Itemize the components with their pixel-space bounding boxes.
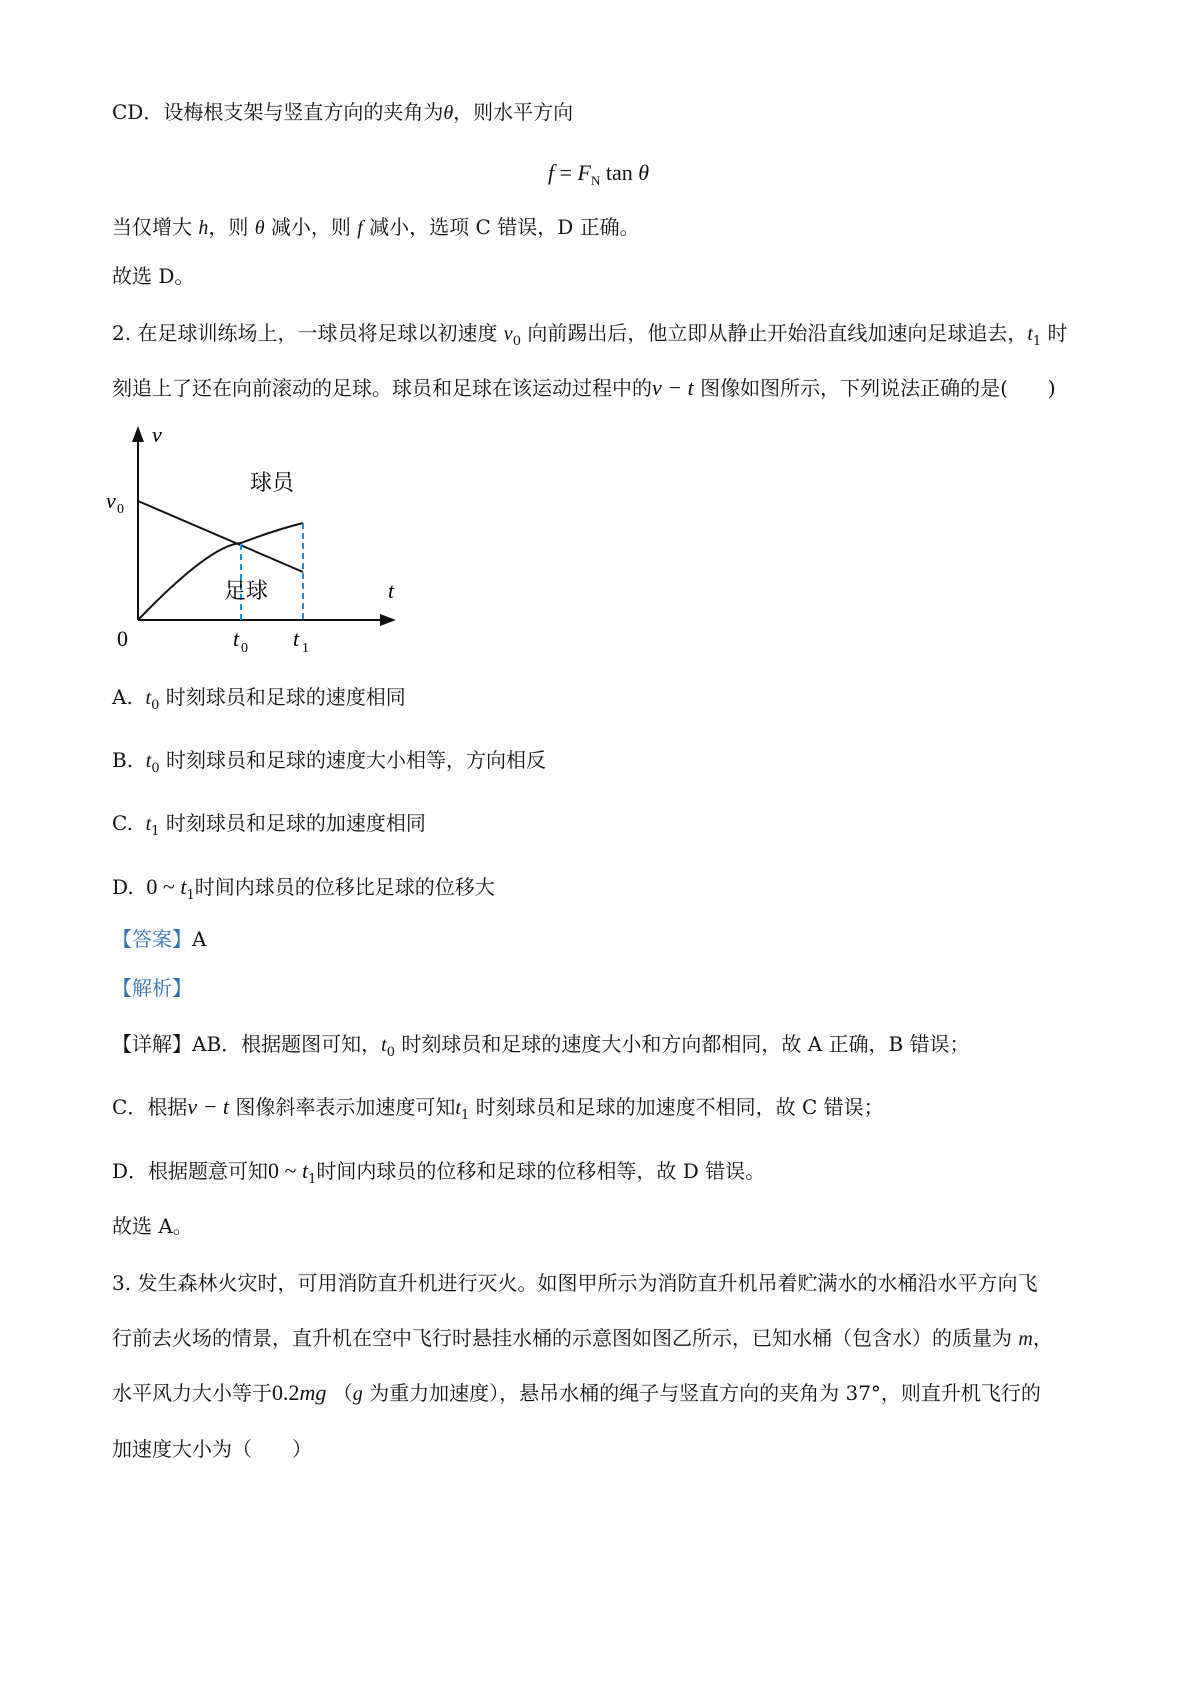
theta-symbol: θ — [443, 102, 454, 124]
q3-l3-g: g — [352, 1383, 363, 1405]
x-axis-label: t — [388, 578, 395, 603]
q2-l1-v: v — [503, 323, 513, 345]
friction-formula — [548, 158, 649, 196]
q2-stem-line1 — [112, 319, 1068, 356]
y-axis-arrow — [132, 426, 144, 442]
option-d-t: t — [180, 874, 187, 899]
ball-series-label: 足球 — [224, 578, 269, 603]
q3-l2-p2: ， — [1032, 1326, 1053, 1350]
t0-sub: 0 — [241, 641, 248, 655]
q3-l3-p2: （ — [326, 1381, 353, 1405]
q2-l2-vt: v − t — [652, 375, 694, 400]
option-a-t: t — [145, 687, 152, 709]
option-a-text: 时刻球员和足球的速度相同 — [159, 685, 406, 709]
detail-c-sub: 1 — [460, 1108, 470, 1123]
option-b[interactable] — [112, 746, 546, 783]
option-b-sub: 0 — [151, 761, 160, 776]
q3-l2-m: m — [1018, 1328, 1033, 1350]
detail-c-t: t — [455, 1097, 461, 1119]
cd-conclusion-h: h — [198, 217, 209, 239]
q2-l1-p2: 向前踢出后，他立即从静止开始沿直线加速向足球追去， — [520, 321, 1028, 345]
formula-theta: θ — [638, 160, 650, 185]
option-a-letter: A. — [112, 685, 133, 709]
analysis-label — [112, 974, 192, 1002]
detail-ab-p1: AB．根据题图可知， — [192, 1032, 382, 1056]
origin-label: 0 — [117, 626, 128, 651]
q3-l3-p3: 为重力加速度），悬吊水桶的绳子与竖直方向的夹角为 37°，则直升机飞行的 — [362, 1381, 1041, 1405]
detail-c-p3: 时刻球员和足球的加速度不相同，故 C 错误； — [469, 1095, 884, 1119]
formula-tan: tan — [600, 160, 639, 185]
option-b-text: 时刻球员和足球的速度大小相等，方向相反 — [159, 748, 546, 772]
detail-ab-p2: 时刻球员和足球的速度大小和方向都相同，故 A 正确，B 错误； — [394, 1032, 970, 1056]
cd-conclusion-theta: θ — [254, 217, 265, 239]
q2-l2-p1: 刻追上了还在向前滚动的足球。球员和足球在该运动过程中的 — [112, 376, 652, 400]
option-d-sub: 1 — [186, 888, 195, 903]
option-b-letter: B. — [112, 748, 134, 772]
cd-conclusion-p4: 减小，选项 C 错误，D 正确。 — [362, 215, 640, 239]
q3-line2 — [112, 1324, 1053, 1353]
detail-d-zero: 0 ~ — [268, 1158, 302, 1183]
option-a-sub: 0 — [151, 698, 160, 713]
detail-ab-sub: 0 — [386, 1045, 395, 1060]
q2-stem-line2 — [112, 374, 1056, 402]
q3-line4: 加速度大小为（ ） — [112, 1437, 312, 1461]
detail-c-line — [112, 1093, 884, 1130]
t0-label: t — [233, 626, 240, 651]
player-series-label: 球员 — [250, 470, 295, 495]
cd-intro-line — [112, 98, 573, 127]
formula-eq: = — [554, 160, 578, 185]
detail-d-sub: 1 — [308, 1172, 317, 1187]
detail-d-line — [112, 1157, 765, 1194]
x-axis-arrow — [380, 614, 396, 626]
detail-d-p2: 时间内球员的位移和足球的位移相等，故 D 错误。 — [316, 1159, 766, 1183]
option-d-letter: D. — [112, 875, 134, 899]
detail-ab-line — [112, 1030, 970, 1067]
q2-l1-t: t — [1027, 323, 1033, 345]
option-a[interactable] — [112, 683, 406, 720]
ball-series-line — [138, 501, 303, 572]
v0-sub: 0 — [117, 502, 124, 517]
q2-l1-vsub: 0 — [512, 334, 521, 349]
q2-l2-p2: 图像如图所示，下列说法正确的是( ) — [693, 376, 1056, 400]
option-c-sub: 1 — [151, 824, 160, 839]
cd-intro-end: ，则水平方向 — [453, 100, 574, 124]
detail-d-t: t — [301, 1158, 309, 1183]
q3-line1: 3. 发生森林火灾时，可用消防直升机进行灭火。如图甲所示为消防直升机吊着贮满水的水桶沿水平方向飞 — [112, 1271, 1038, 1295]
t1-label: t — [293, 626, 300, 651]
option-c-t: t — [145, 813, 152, 835]
cd-conclusion-line — [112, 213, 640, 242]
t1-sub: 1 — [302, 641, 309, 655]
final-answer-line: 故选 A。 — [112, 1214, 193, 1238]
answer-value: A — [192, 927, 207, 951]
q3-l3-mg: mg — [299, 1380, 327, 1405]
q3-l3-force: 0.2 — [272, 1380, 300, 1405]
option-c[interactable] — [112, 809, 426, 846]
detail-c-p2: 图像斜率表示加速度可知 — [229, 1095, 456, 1119]
option-c-letter: C. — [112, 811, 133, 835]
v0-label: v — [106, 488, 116, 513]
option-d-zero: 0 ~ — [146, 874, 181, 899]
detail-c-vt: v − t — [187, 1094, 230, 1119]
option-d[interactable] — [112, 873, 495, 910]
option-d-text: 时间内球员的位移比足球的位移大 — [194, 875, 495, 899]
cd-intro-text: CD．设梅根支架与竖直方向的夹角为 — [112, 100, 444, 124]
analysis-label-text: 【解析】 — [112, 976, 192, 1000]
detail-d-p1: D．根据题意可知 — [112, 1159, 269, 1183]
q2-l1-p3: 时 — [1041, 321, 1068, 345]
option-b-t: t — [145, 750, 152, 772]
formula-N: N — [591, 173, 601, 188]
detail-label: 【详解】 — [112, 1032, 192, 1056]
vt-chart — [100, 420, 420, 655]
q3-l2-p1: 行前去火场的情景，直升机在空中飞行时悬挂水桶的示意图如图乙所示，已知水桶（包含水）的质量为 — [112, 1326, 1019, 1350]
detail-ab-t: t — [381, 1034, 387, 1056]
formula-F: F — [577, 160, 591, 185]
answer-label: 【答案】 — [112, 927, 192, 951]
option-c-text: 时刻球员和足球的加速度相同 — [159, 811, 426, 835]
formula-f: f — [548, 160, 555, 185]
q3-line3 — [112, 1379, 1041, 1408]
q2-l1-p1: 2. 在足球训练场上，一球员将足球以初速度 — [112, 321, 504, 345]
cd-conclusion-p1: 当仅增大 — [112, 215, 199, 239]
cd-answer-line: 故选 D。 — [112, 264, 195, 288]
y-axis-label: v — [152, 422, 162, 447]
q2-l1-tsub: 1 — [1032, 334, 1042, 349]
cd-conclusion-p3: 减小，则 — [264, 215, 358, 239]
cd-conclusion-p2: ，则 — [208, 215, 255, 239]
q3-l3-p1: 水平风力大小等于 — [112, 1381, 272, 1405]
answer-line — [112, 925, 206, 953]
cd-conclusion-f: f — [357, 217, 363, 239]
detail-c-p1: C．根据 — [112, 1095, 188, 1119]
